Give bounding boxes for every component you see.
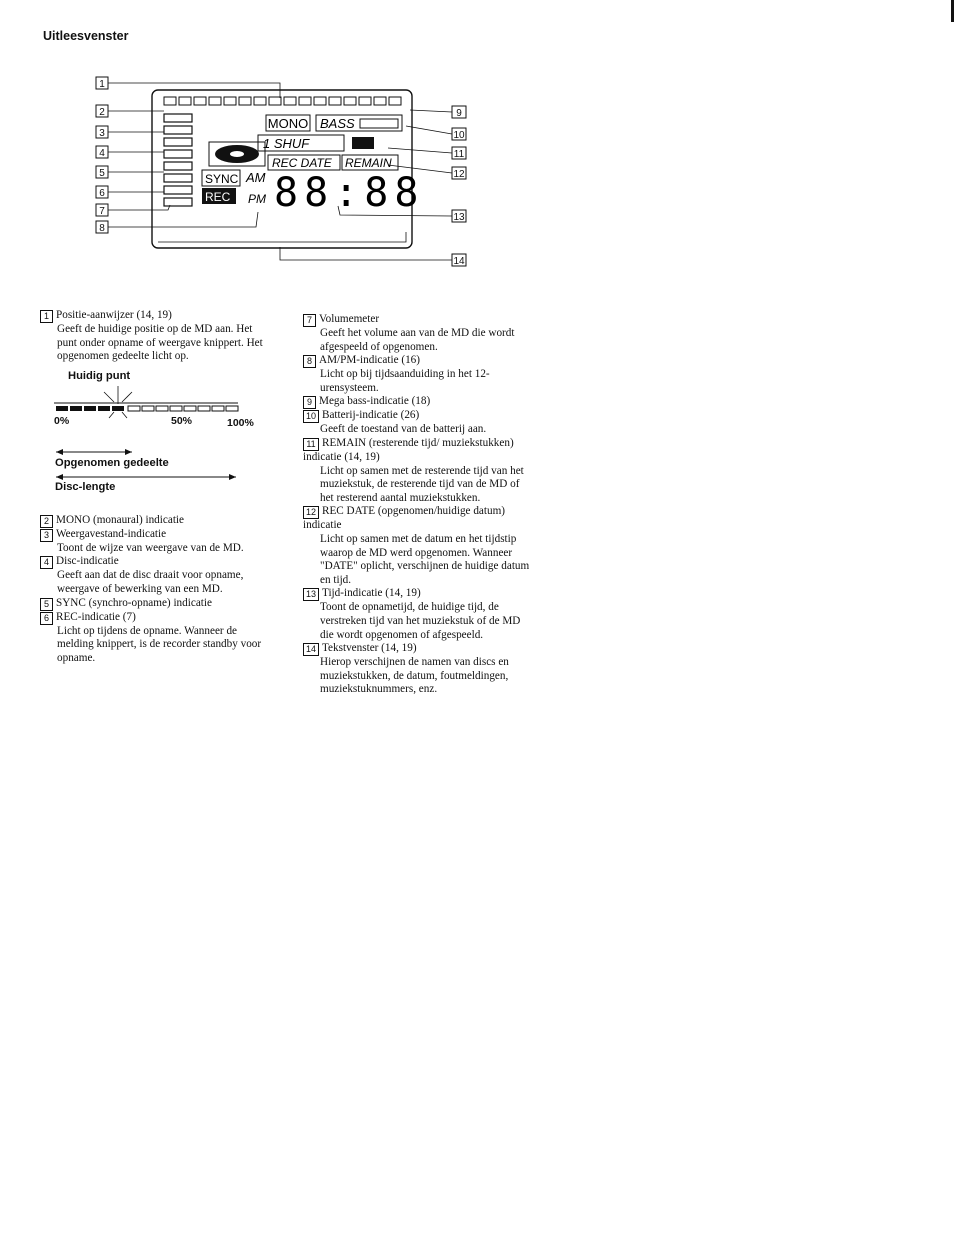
callout-8: 8 [99, 223, 105, 234]
callout-14: 14 [453, 256, 465, 267]
description-column-2 [303, 313, 533, 697]
entry-4: 4 Disc-indicatie Geeft aan dat de disc draait voor opname, weergave of bewerking van een MD. [40, 555, 270, 596]
callout-12: 12 [453, 169, 465, 180]
position-indicator-figure [40, 370, 270, 502]
entry-5: 5 SYNC (synchro-opname) indicatie [40, 597, 270, 611]
callout-3: 3 [99, 128, 105, 139]
disc-length-label: Disc-lengte [55, 480, 116, 493]
figure-title: Huidig punt [68, 369, 131, 382]
disc-icon [209, 142, 265, 166]
entry-9: 9 Mega bass-indicatie (18) [303, 395, 533, 409]
lcd-bass: BASS [320, 116, 355, 131]
lcd-remain: REMAIN [345, 156, 392, 170]
lcd-rec-date: REC DATE [272, 156, 332, 170]
callout-9: 9 [456, 108, 462, 119]
entry-12: 12 REC DATE (opgenomen/huidige datum) indicatie Licht op samen met de datum en het tijdstip waarop de MD werd opgenomen. Wanneer "DATE" oplicht, verschijnen de huidige datum en tijd. [303, 505, 530, 586]
lcd-shuffle: 1 SHUF [263, 136, 310, 151]
callout-5: 5 [99, 168, 105, 179]
callout-2: 2 [99, 107, 105, 118]
lcd-pm: PM [248, 192, 266, 206]
lcd-am: AM [246, 170, 266, 185]
entry-10: 10 Batterij-indicatie (26) Geeft de toestand van de batterij aan. [303, 409, 533, 437]
lcd-sync: SYNC [205, 172, 239, 186]
lcd-time: 88:88 [274, 170, 425, 216]
callout-4: 4 [99, 148, 105, 159]
scale-0: 0% [54, 414, 70, 427]
entry-13: 13 Tijd-indicatie (14, 19) Toont de opnametijd, de huidige tijd, de verstreken tijd van het muziekstuk of de MD die wordt opgenomen of afgespeeld. [303, 587, 533, 642]
entry-1 [40, 309, 270, 364]
scale-100: 100% [227, 416, 254, 429]
entry-8: 8 AM/PM-indicatie (16) Licht op bij tijdsaanduiding in het 12-urensysteem. [303, 354, 533, 395]
callout-11: 11 [453, 149, 465, 160]
entry-number: 1 [40, 310, 53, 323]
callout-1: 1 [99, 79, 105, 90]
callout-13: 13 [453, 212, 465, 223]
lcd-mono: MONO [267, 116, 309, 131]
section-heading: Uitleesvenster [43, 29, 129, 43]
scale-50: 50% [171, 414, 193, 427]
callout-10: 10 [453, 130, 465, 141]
recorded-label: Opgenomen gedeelte [55, 456, 169, 469]
position-indicator-segments [164, 97, 401, 105]
entry-title: Positie-aanwijzer (14, 19) [56, 309, 172, 321]
entry-2: 2 MONO (monaural) indicatie [40, 514, 270, 528]
callout-7: 7 [99, 206, 105, 217]
entry-14: 14 Tekstvenster (14, 19) Hierop verschijnen de namen van discs en muziekstukken, de datum, foutmeldingen, muziekstuknummers, enz. [303, 642, 533, 697]
lcd-rec: REC [205, 190, 231, 204]
volume-meter-segments [164, 114, 192, 206]
battery-icon [352, 137, 374, 149]
callout-6: 6 [99, 188, 105, 199]
entry-3: 3 Weergavestand-indicatie Toont de wijze van weergave van de MD. [40, 528, 270, 556]
entry-11: 11 REMAIN (resterende tijd/ muziekstukken) indicatie (14, 19) Licht op samen met de resterende tijd van het muziekstuk, de resterende tijd van de MD of het resterend aantal muziekstukken. [303, 436, 524, 504]
entry-7: 7 Volumemeter Geeft het volume aan van de MD die wordt afgespeeld of opgenomen. [303, 313, 533, 354]
description-column-1 [40, 309, 270, 665]
lcd-display-diagram [88, 70, 478, 270]
entry-6: 6 REC-indicatie (7) Licht op tijdens de opname. Wanneer de melding knippert, is de recorder standby voor opname. [40, 611, 270, 666]
entry-description: Geeft de huidige positie op de MD aan. Het punt onder opname of weergave knippert. Het opgenomen gedeelte licht op. [57, 323, 263, 363]
